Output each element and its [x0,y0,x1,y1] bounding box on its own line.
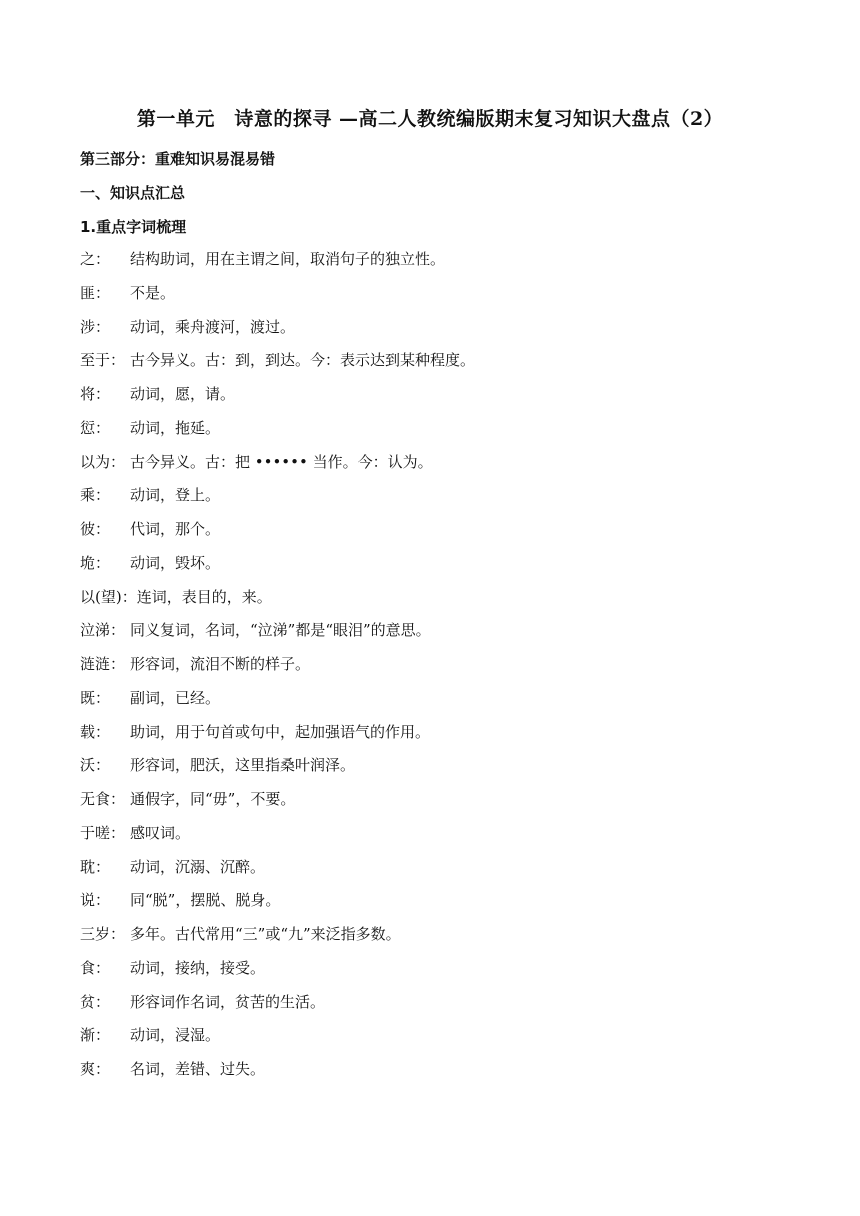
entry-definition: 名词，差错、过失。 [130,1060,266,1078]
entry-term: 三岁： [80,925,126,943]
list-item [80,552,780,586]
entry-definition: 古今异义。古：把 •••••• 当作。今：认为。 [130,452,433,471]
list-item [80,619,780,653]
list-item [80,754,780,788]
entry-term: 之： [80,250,111,268]
entry-term: 爽： [80,1060,111,1078]
entry-term: 贫： [80,992,111,1011]
list-item [80,484,780,518]
list-item [80,282,780,316]
list-item [80,1024,780,1058]
entry-term: 彼： [80,520,111,538]
list-item [80,653,780,687]
entry-definition: 形容词，流泪不断的样子。 [130,655,311,673]
list-item [80,957,780,991]
entry-definition: 不是。 [130,283,176,302]
entry-term: 涟涟： [80,655,126,673]
entry-term: 于嗟： [80,823,126,842]
entry-definition: 通假字，同“毋”，不要。 [130,790,296,808]
list-item [80,923,780,957]
entry-definition: 动词，浸湿。 [130,1026,221,1045]
entry-term: 泣涕： [80,621,126,640]
list-item [80,889,780,923]
list-item [80,316,780,350]
list-item [80,991,780,1025]
list-item [80,248,780,282]
entry-definition: 结构助词，用在主谓之间，取消句子的独立性。 [130,250,446,268]
entry-definition: 动词，乘舟渡河，渡过。 [130,317,296,336]
list-item [80,518,780,552]
entry-term: 以(望)： [80,587,137,606]
entry-definition: 动词，沉溺、沉醉。 [130,857,266,876]
list-item [80,349,780,383]
entry-definition: 同“脱”，摆脱、脱身。 [130,891,281,910]
entry-term: 至于： [80,351,126,370]
entry-term: 乘： [80,486,111,505]
list-item [80,383,780,417]
vocabulary-list [80,248,780,1092]
entry-definition: 动词，登上。 [130,486,221,505]
entry-term: 沃： [80,756,111,775]
entry-term: 匪： [80,283,111,302]
section-heading: 一、知识点汇总 [80,184,186,202]
entry-definition: 感叹词。 [130,823,191,842]
entry-definition: 助词，用于句首或句中，起加强语气的作用。 [130,722,431,741]
document-title: 第一单元 诗意的探寻 —高二人教统编版期末复习知识大盘点（2） [136,108,724,130]
entry-term: 愆： [80,418,111,437]
subsection-heading: 1.重点字词梳理 [80,218,187,236]
list-item [80,451,780,485]
list-item [80,822,780,856]
list-item [80,687,780,721]
entry-term: 食： [80,958,111,977]
entry-term: 以为： [80,452,126,471]
entry-definition: 动词，愿，请。 [130,385,236,403]
entry-term: 渐： [80,1026,111,1045]
entry-definition: 副词，已经。 [130,688,221,707]
list-item [80,856,780,890]
entry-term: 说： [80,891,111,910]
entry-definition: 动词，拖延。 [130,418,221,437]
entry-term: 既： [80,688,111,707]
list-item [80,586,780,620]
entry-definition: 多年。古代常用“三”或“九”来泛指多数。 [130,925,401,943]
part-heading: 第三部分：重难知识易混易错 [80,150,276,168]
entry-term: 垝： [80,553,111,572]
entry-term: 将： [80,385,111,403]
entry-definition: 同义复词，名词，“泣涕”都是“眼泪”的意思。 [130,621,431,640]
list-item [80,788,780,822]
entry-definition: 形容词，肥沃，这里指桑叶润泽。 [130,756,356,775]
entry-term: 无食： [80,790,126,808]
entry-definition: 连词，表目的，来。 [136,587,272,606]
entry-definition: 形容词作名词，贫苦的生活。 [130,992,326,1011]
list-item [80,721,780,755]
entry-term: 载： [80,722,111,741]
entry-definition: 古今异义。古：到，到达。今：表示达到某种程度。 [130,351,476,370]
list-item [80,1058,780,1092]
entry-term: 耽： [80,857,111,876]
entry-term: 涉： [80,317,111,336]
entry-definition: 动词，毁坏。 [130,553,221,572]
entry-definition: 动词，接纳，接受。 [130,958,266,977]
entry-definition: 代词，那个。 [130,520,221,538]
list-item [80,417,780,451]
